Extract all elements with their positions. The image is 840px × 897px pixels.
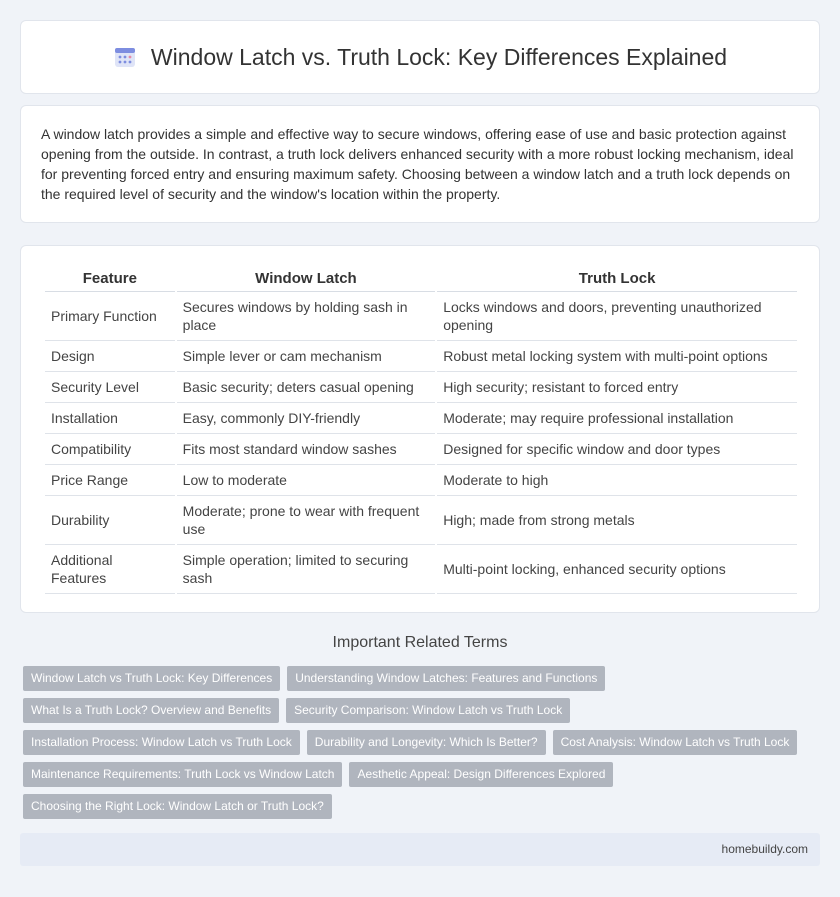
header-feature: Feature [45,266,175,292]
cell-feature: Price Range [45,465,175,496]
cell-window-latch: Simple operation; limited to securing sash [177,545,436,594]
comparison-table [43,266,799,594]
cell-truth-lock: Moderate; may require professional installation [437,403,797,434]
table-row [45,292,797,341]
related-tag[interactable]: Aesthetic Appeal: Design Differences Explored [349,762,613,787]
comparison-table-card [20,245,820,613]
related-tag[interactable]: Maintenance Requirements: Truth Lock vs Window Latch [23,762,342,787]
cell-feature: Installation [45,403,175,434]
cell-truth-lock: Robust metal locking system with multi-point options [437,341,797,372]
cell-window-latch: Secures windows by holding sash in place [177,292,436,341]
cell-truth-lock: Designed for specific window and door types [437,434,797,465]
cell-feature: Compatibility [45,434,175,465]
footer-site-link[interactable]: homebuildy.com [721,842,808,856]
table-row [45,341,797,372]
related-tag[interactable]: Cost Analysis: Window Latch vs Truth Lock [553,730,798,755]
cell-feature: Additional Features [45,545,175,594]
calendar-icon [113,45,137,69]
cell-window-latch: Low to moderate [177,465,436,496]
related-terms-tags [23,666,823,826]
table-row [45,465,797,496]
header-window-latch: Window Latch [177,266,436,292]
cell-window-latch: Fits most standard window sashes [177,434,436,465]
title-card [20,20,820,94]
related-tag[interactable]: Window Latch vs Truth Lock: Key Differences [23,666,280,691]
related-terms-heading: Important Related Terms [332,634,508,651]
related-tag[interactable]: Durability and Longevity: Which Is Better? [307,730,546,755]
cell-window-latch: Basic security; deters casual opening [177,372,436,403]
table-row [45,545,797,594]
cell-truth-lock: Multi-point locking, enhanced security options [437,545,797,594]
cell-feature: Design [45,341,175,372]
cell-feature: Primary Function [45,292,175,341]
intro-card [20,105,820,223]
cell-truth-lock: Moderate to high [437,465,797,496]
table-row [45,403,797,434]
table-row [45,496,797,545]
cell-window-latch: Moderate; prone to wear with frequent use [177,496,436,545]
related-tag[interactable]: Choosing the Right Lock: Window Latch or Truth Lock? [23,794,332,819]
related-tag[interactable]: Understanding Window Latches: Features and Functions [287,666,605,691]
cell-truth-lock: High; made from strong metals [437,496,797,545]
related-tag[interactable]: Security Comparison: Window Latch vs Truth Lock [286,698,570,723]
cell-truth-lock: Locks windows and doors, preventing unauthorized opening [437,292,797,341]
related-tag[interactable]: What Is a Truth Lock? Overview and Benefits [23,698,279,723]
intro-text: A window latch provides a simple and effective way to secure windows, offering ease of use and basic protection against opening from the outside. In contrast, a truth lock delivers enhanced security with a more robust locking mechanism, ideal for preventing forced entry and ensuring maximum safety. Choosing between a window latch and a truth lock depends on the required level of security and the window's location within the property. [41,126,794,202]
page-title: Window Latch vs. Truth Lock: Key Differences Explained [150,43,728,70]
table-header-row [45,266,797,292]
table-row [45,372,797,403]
header-truth-lock: Truth Lock [437,266,797,292]
cell-window-latch: Simple lever or cam mechanism [177,341,436,372]
cell-window-latch: Easy, commonly DIY-friendly [177,403,436,434]
related-tag[interactable]: Installation Process: Window Latch vs Truth Lock [23,730,300,755]
cell-truth-lock: High security; resistant to forced entry [437,372,797,403]
table-row [45,434,797,465]
cell-feature: Durability [45,496,175,545]
footer [20,833,820,866]
cell-feature: Security Level [45,372,175,403]
